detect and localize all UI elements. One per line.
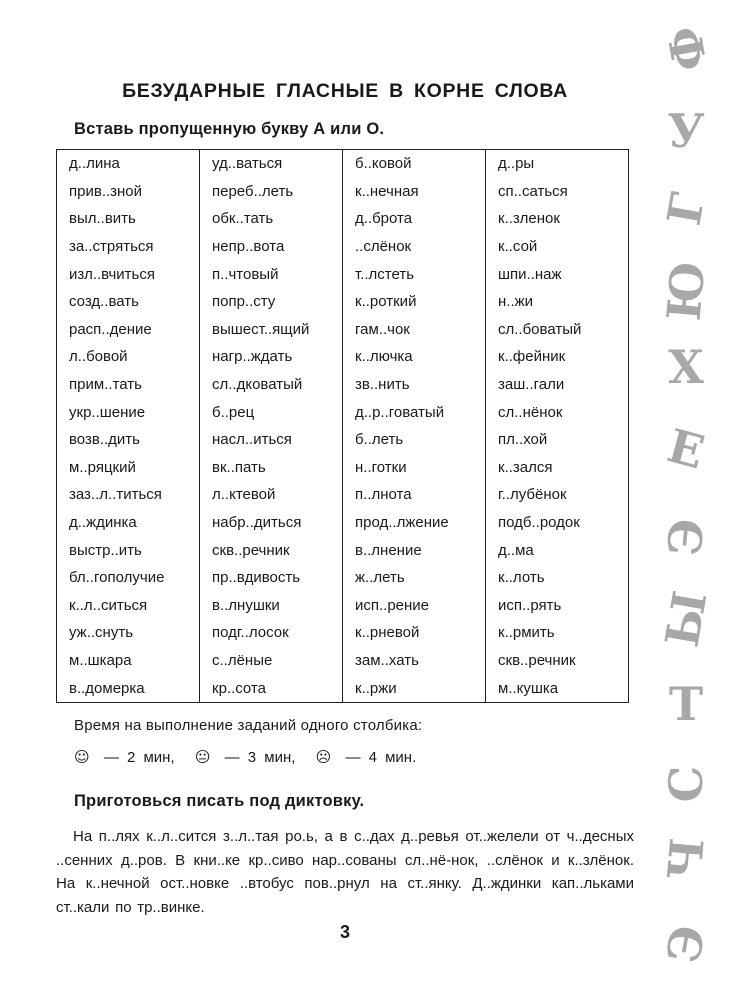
word-cell: набр..диться [200,509,343,537]
score-good: ☺ — 2 мин, [74,748,175,766]
word-cell: с..лёные [200,647,343,675]
word-cell: вк..пать [200,454,343,482]
word-cell: д..ма [486,536,629,564]
decorative-letter: Е [662,418,710,480]
word-cell: л..бовой [57,343,200,371]
word-cell: зам..хать [343,647,486,675]
word-cell: к..лючка [343,343,486,371]
word-cell: прод..лжение [343,509,486,537]
word-cell: сл..боватый [486,316,629,344]
word-cell: исп..рение [343,592,486,620]
word-cell: зв..нить [343,371,486,399]
table-row [57,592,629,620]
word-cell: нагр..ждать [200,343,343,371]
decorative-letter: Х [668,340,704,394]
word-cell: к..фейник [486,343,629,371]
word-cell: сл..нёнок [486,398,629,426]
word-cell: уж..снуть [57,619,200,647]
word-cell: к..ржи [343,674,486,702]
word-cell: попр..сту [200,288,343,316]
table-row [57,288,629,316]
word-cell: к..зался [486,454,629,482]
word-cell: расп..дение [57,316,200,344]
table-row [57,233,629,261]
word-cell: п..чтовый [200,260,343,288]
table-row [57,647,629,675]
word-cell: подб..родок [486,509,629,537]
decorative-letter: Г [656,188,716,230]
task-heading-dictation: Приготовься писать под диктовку. [74,792,365,810]
word-cell: д..брота [343,205,486,233]
word-cell: к..зленок [486,205,629,233]
word-cell: укр..шение [57,398,200,426]
word-cell: созд..вать [57,288,200,316]
word-cell: ж..леть [343,564,486,592]
table-row [57,426,629,454]
word-cell: возв..дить [57,426,200,454]
decorative-letter: Ф [655,22,717,76]
word-cell: к..сой [486,233,629,261]
word-cell: кр..сота [200,674,343,702]
word-cell: переб..леть [200,178,343,206]
word-cell: пр..вдивость [200,564,343,592]
word-cell: изл..вчиться [57,260,200,288]
table-row [57,178,629,206]
table-row [57,343,629,371]
word-cell: б..рец [200,398,343,426]
word-cell: обк..тать [200,205,343,233]
word-cell: сп..саться [486,178,629,206]
word-cell: выл..вить [57,205,200,233]
word-cell: д..ры [486,150,629,178]
table-row [57,398,629,426]
word-cell: к..лоть [486,564,629,592]
table-row [57,536,629,564]
word-cell: гам..чок [343,316,486,344]
time-instruction: Время на выполнение заданий одного столбика: [74,717,423,734]
table-row [57,316,629,344]
decorative-letter: Ы [654,587,718,651]
word-cell: прим..тать [57,371,200,399]
neutral-face-icon: 😐 [194,748,211,766]
decorative-letter: Т [668,677,704,731]
task-heading-fill-letters: Вставь пропущенную букву А или О. [74,120,385,138]
decorative-letters-strip [650,20,740,1000]
word-cell: за..стряться [57,233,200,261]
word-cell: н..готки [343,454,486,482]
word-cell: б..ковой [343,150,486,178]
word-cell: подг..лосок [200,619,343,647]
word-cell: м..ряцкий [57,454,200,482]
page-title: БЕЗУДАРНЫЕ ГЛАСНЫЕ В КОРНЕ СЛОВА [122,80,568,102]
word-cell: в..домерка [57,674,200,702]
word-cell: н..жи [486,288,629,316]
table-row [57,619,629,647]
word-cell: пл..хой [486,426,629,454]
word-cell: т..лстеть [343,260,486,288]
word-cell: бл..гополучие [57,564,200,592]
table-row [57,371,629,399]
word-cell: г..лубёнок [486,481,629,509]
table-row [57,205,629,233]
word-cell: уд..ваться [200,150,343,178]
decorative-letter: Ч [657,835,715,883]
word-cell: к..роткий [343,288,486,316]
decorative-letter: Э [656,921,716,967]
word-cell: к..л..ситься [57,592,200,620]
word-cell: ..слёнок [343,233,486,261]
word-cell: к..рневой [343,619,486,647]
word-cell: скв..речник [486,647,629,675]
score-medium: 😐 — 3 мин, [194,748,296,766]
dictation-text [56,825,634,919]
table-row [57,564,629,592]
word-cell: прив..зной [57,178,200,206]
word-cell: к..рмить [486,619,629,647]
words-table [56,149,629,703]
decorative-letter: Э [657,516,715,558]
smile-icon: ☺ [74,748,90,766]
word-cell: шпи..наж [486,260,629,288]
decorative-letter: С [659,765,713,803]
word-cell: заш..гали [486,371,629,399]
word-cell: д..лина [57,150,200,178]
table-row [57,260,629,288]
page-number: 3 [339,922,350,942]
word-cell: скв..речник [200,536,343,564]
word-cell: сл..дковатый [200,371,343,399]
table-row [57,481,629,509]
word-cell: в..лнение [343,536,486,564]
word-cell: п..лнота [343,481,486,509]
word-cell: д..р..говатый [343,398,486,426]
table-row [57,674,629,702]
time-scores [74,748,428,766]
word-cell: заз..л..титься [57,481,200,509]
decorative-letter: У [667,104,705,158]
dictation-paragraph: На п..лях к..л..сится з..л..тая ро.ь, а в с..дах д..ревья от..желели от ч..десных ..сенних д..ров. В кни..ке кр..сиво нар..сованы сл..нё-нок, ..слёнок и к..злёнок. На к..нечной ост..новке ..втобус пов..рнул на ст..янку. Д..ждинки кап..льками ст..кали по тр..винке. [56,828,634,916]
word-cell: д..ждинка [57,509,200,537]
table-row [57,509,629,537]
word-cell: л..ктевой [200,481,343,509]
decorative-letter: Ю [656,259,716,323]
sad-face-icon: ☹ [315,748,332,766]
word-cell: б..леть [343,426,486,454]
table-row [57,454,629,482]
word-cell: вышест..ящий [200,316,343,344]
word-cell: м..кушка [486,674,629,702]
score-bad: ☹ — 4 мин. [315,748,417,766]
word-cell: выстр..ить [57,536,200,564]
table-row [57,150,629,178]
word-cell: насл..иться [200,426,343,454]
word-cell: м..шкара [57,647,200,675]
word-cell: к..нечная [343,178,486,206]
word-cell: в..лнушки [200,592,343,620]
word-cell: исп..рять [486,592,629,620]
word-cell: непр..вота [200,233,343,261]
